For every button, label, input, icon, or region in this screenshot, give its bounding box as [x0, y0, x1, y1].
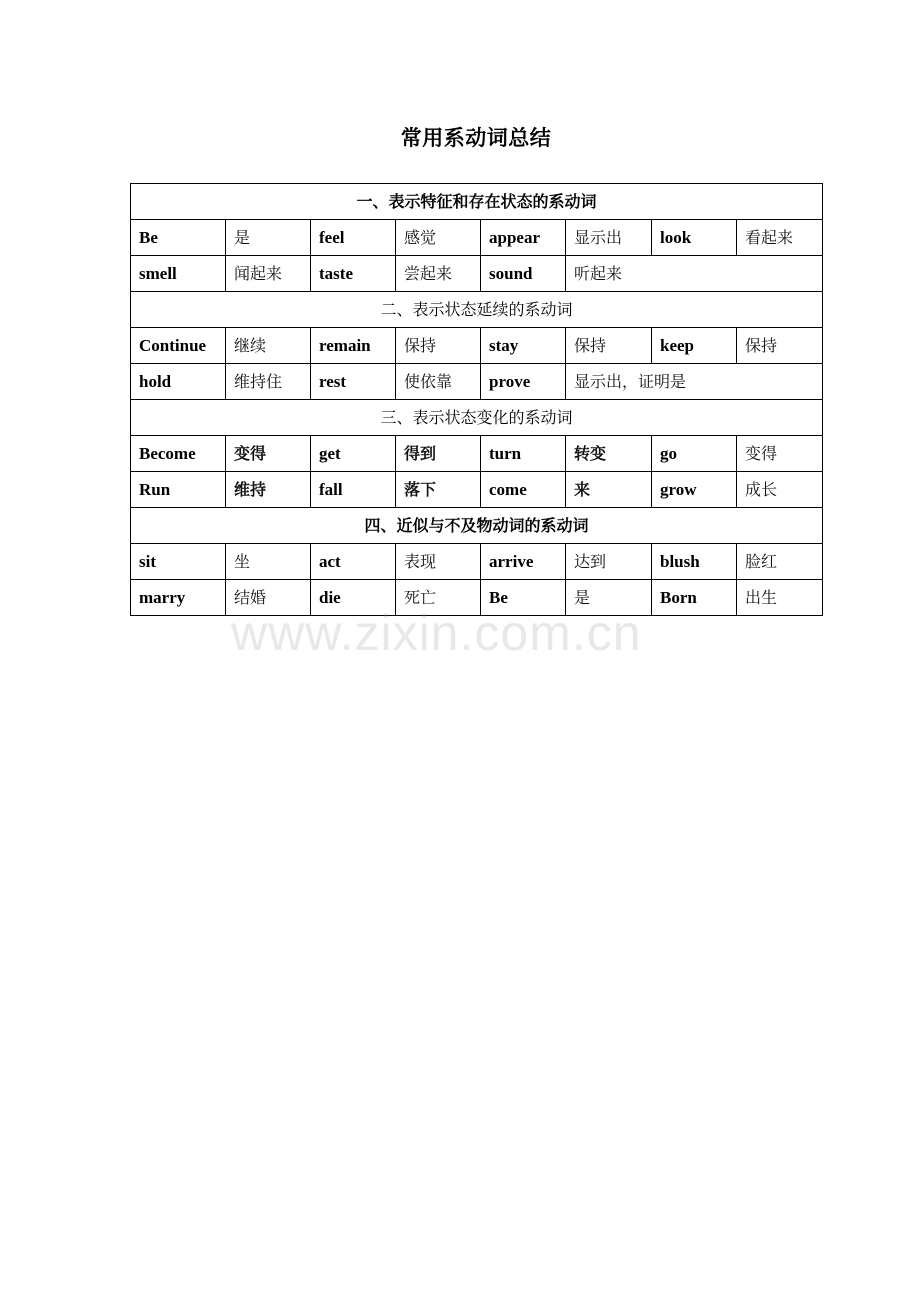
meaning-cell: 来: [566, 472, 652, 508]
meaning-cell: 达到: [566, 544, 652, 580]
verb-cell: come: [481, 472, 566, 508]
meaning-cell: 成长: [737, 472, 823, 508]
meaning-cell: 得到: [396, 436, 481, 472]
table-row: [131, 436, 823, 472]
meaning-cell: 保持: [396, 328, 481, 364]
verb-cell: Born: [652, 580, 737, 616]
meaning-cell: 感觉: [396, 220, 481, 256]
table-row: [131, 472, 823, 508]
verb-cell: marry: [131, 580, 226, 616]
section-heading-row: [131, 400, 823, 436]
verb-cell: appear: [481, 220, 566, 256]
meaning-cell: 表现: [396, 544, 481, 580]
verb-cell: sound: [481, 256, 566, 292]
meaning-cell: 转变: [566, 436, 652, 472]
linking-verbs-table: [130, 183, 823, 616]
section-heading-row: [131, 184, 823, 220]
meaning-cell: 保持: [566, 328, 652, 364]
section-heading: 二、表示状态延续的系动词: [131, 292, 823, 328]
verb-cell: act: [311, 544, 396, 580]
table-row: [131, 328, 823, 364]
meaning-cell: 使依靠: [396, 364, 481, 400]
meaning-cell: 坐: [226, 544, 311, 580]
meaning-cell: 死亡: [396, 580, 481, 616]
verb-cell: Run: [131, 472, 226, 508]
meaning-cell: 听起来: [566, 256, 823, 292]
verb-cell: look: [652, 220, 737, 256]
meaning-cell: 尝起来: [396, 256, 481, 292]
verb-cell: stay: [481, 328, 566, 364]
verb-cell: prove: [481, 364, 566, 400]
verb-cell: grow: [652, 472, 737, 508]
table-row: [131, 544, 823, 580]
meaning-cell: 显示出: [566, 220, 652, 256]
verb-cell: Continue: [131, 328, 226, 364]
meaning-cell: 是: [566, 580, 652, 616]
meaning-cell: 维持住: [226, 364, 311, 400]
table-row: [131, 364, 823, 400]
verb-cell: turn: [481, 436, 566, 472]
page-title: 常用系动词总结: [400, 126, 552, 150]
verb-cell: arrive: [481, 544, 566, 580]
meaning-cell: 出生: [737, 580, 823, 616]
meaning-cell: 保持: [737, 328, 823, 364]
verb-cell: rest: [311, 364, 396, 400]
verb-cell: get: [311, 436, 396, 472]
verb-cell: blush: [652, 544, 737, 580]
meaning-cell: 看起来: [737, 220, 823, 256]
meaning-cell: 继续: [226, 328, 311, 364]
meaning-cell: 变得: [737, 436, 823, 472]
verb-cell: die: [311, 580, 396, 616]
meaning-cell: 落下: [396, 472, 481, 508]
verb-cell: Become: [131, 436, 226, 472]
verb-cell: hold: [131, 364, 226, 400]
verb-cell: smell: [131, 256, 226, 292]
section-heading: 三、表示状态变化的系动词: [131, 400, 823, 436]
verb-cell: Be: [481, 580, 566, 616]
meaning-cell: 结婚: [226, 580, 311, 616]
meaning-cell: 闻起来: [226, 256, 311, 292]
meaning-cell: 是: [226, 220, 311, 256]
section-heading-row: [131, 292, 823, 328]
verb-cell: go: [652, 436, 737, 472]
table-row: [131, 580, 823, 616]
section-heading: 四、近似与不及物动词的系动词: [131, 508, 823, 544]
meaning-cell: 脸红: [737, 544, 823, 580]
verb-cell: feel: [311, 220, 396, 256]
verb-cell: taste: [311, 256, 396, 292]
meaning-cell: 显示出，证明是: [566, 364, 823, 400]
table-row: [131, 256, 823, 292]
table-row: [131, 220, 823, 256]
verb-cell: keep: [652, 328, 737, 364]
verb-cell: fall: [311, 472, 396, 508]
watermark: www.zixin.com.cn: [231, 605, 642, 661]
section-heading-row: [131, 508, 823, 544]
verb-cell: sit: [131, 544, 226, 580]
meaning-cell: 维持: [226, 472, 311, 508]
verb-cell: remain: [311, 328, 396, 364]
section-heading: 一、表示特征和存在状态的系动词: [131, 184, 823, 220]
meaning-cell: 变得: [226, 436, 311, 472]
verb-cell: Be: [131, 220, 226, 256]
